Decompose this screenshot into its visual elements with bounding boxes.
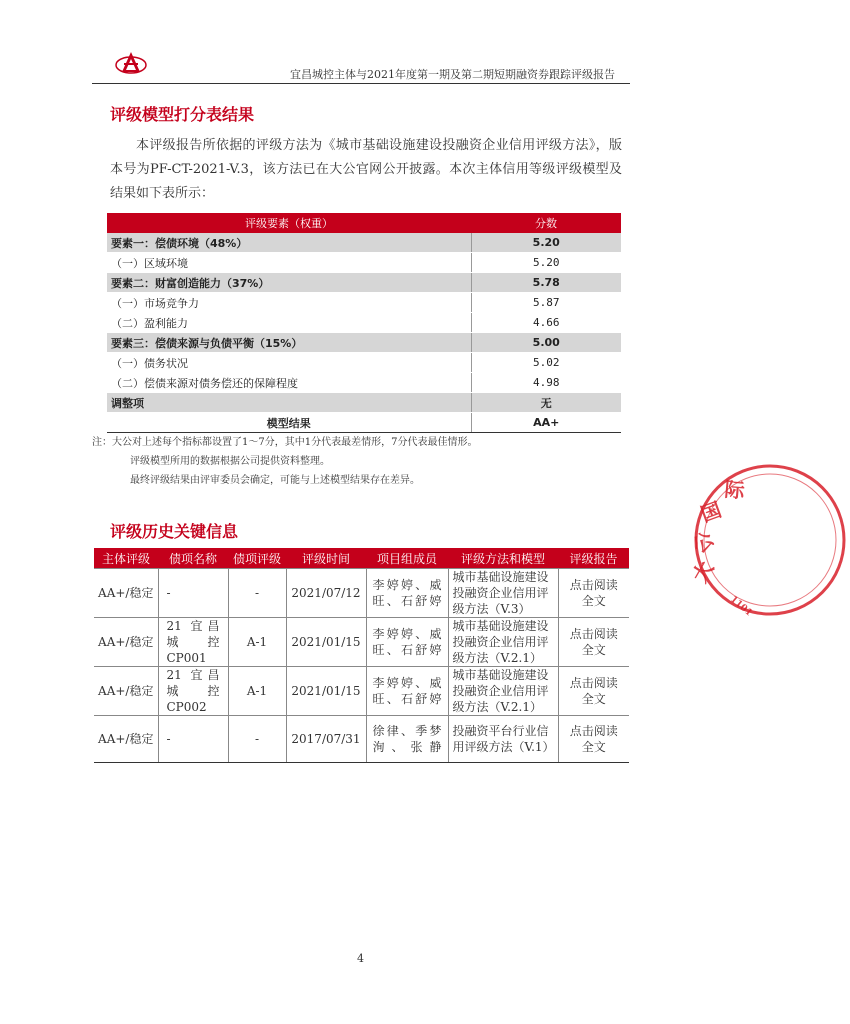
history-bond-rating: - bbox=[228, 716, 286, 763]
score-table bbox=[107, 213, 621, 433]
history-row bbox=[94, 618, 629, 667]
score-row bbox=[107, 413, 621, 433]
history-report-link[interactable]: 点击阅读全文 bbox=[558, 667, 629, 716]
section-title-model-score: 评级模型打分表结果 bbox=[110, 105, 255, 124]
score-value: 5.02 bbox=[471, 353, 621, 373]
score-value: 5.78 bbox=[471, 273, 621, 293]
score-factor-label: 模型结果 bbox=[107, 413, 471, 433]
history-report-link[interactable]: 点击阅读全文 bbox=[558, 716, 629, 763]
score-factor-label: （二）盈利能力 bbox=[107, 313, 471, 333]
history-entity-rating: AA+/稳定 bbox=[94, 618, 158, 667]
score-factor-label: 要素一：偿债环境（48%） bbox=[107, 233, 471, 253]
history-bond-rating: A-1 bbox=[228, 667, 286, 716]
svg-text:国: 国 bbox=[697, 497, 725, 527]
svg-text:公: 公 bbox=[687, 526, 719, 558]
score-factor-label: （一）区域环境 bbox=[107, 253, 471, 273]
history-bond-name: 21 宜昌城控CP001 bbox=[158, 618, 228, 667]
score-factor-label: （二）偿债来源对债务偿还的保障程度 bbox=[107, 373, 471, 393]
history-row bbox=[94, 569, 629, 618]
rating-history-table bbox=[94, 548, 629, 763]
history-entity-rating: AA+/稳定 bbox=[94, 569, 158, 618]
score-factor-label: （一）债务状况 bbox=[107, 353, 471, 373]
dagong-logo-icon bbox=[114, 50, 148, 76]
history-row bbox=[94, 667, 629, 716]
history-bond-name: - bbox=[158, 716, 228, 763]
intro-paragraph bbox=[110, 134, 622, 206]
header-divider bbox=[92, 83, 630, 84]
history-report-link[interactable]: 点击阅读全文 bbox=[558, 569, 629, 618]
history-rating-date: 2021/01/15 bbox=[286, 618, 366, 667]
score-value: 5.20 bbox=[471, 253, 621, 273]
section-title-rating-history: 评级历史关键信息 bbox=[110, 522, 239, 541]
svg-text:大: 大 bbox=[687, 557, 719, 587]
history-method: 投融资平台行业信用评级方法（V.1） bbox=[448, 716, 558, 763]
svg-text:1101: 1101 bbox=[728, 594, 754, 619]
history-header-report: 评级报告 bbox=[558, 548, 629, 569]
history-method: 城市基础设施建设投融资企业信用评级方法（V.2.1） bbox=[448, 667, 558, 716]
score-value: 4.66 bbox=[471, 313, 621, 333]
score-value: 5.20 bbox=[471, 233, 621, 253]
history-team-members: 李婷婷、威旺、石舒婷 bbox=[366, 569, 448, 618]
history-row bbox=[94, 716, 629, 763]
history-bond-rating: - bbox=[228, 569, 286, 618]
history-rating-date: 2021/01/15 bbox=[286, 667, 366, 716]
score-row bbox=[107, 253, 621, 273]
score-header-factor: 评级要素（权重） bbox=[107, 213, 471, 233]
history-team-members: 徐律、季梦洵、张静 bbox=[366, 716, 448, 763]
score-row bbox=[107, 273, 621, 293]
company-seal-icon bbox=[687, 460, 850, 620]
history-rating-date: 2021/07/12 bbox=[286, 569, 366, 618]
score-value: 4.98 bbox=[471, 373, 621, 393]
score-factor-label: 要素二：财富创造能力（37%） bbox=[107, 273, 471, 293]
history-team-members: 李婷婷、威旺、石舒婷 bbox=[366, 667, 448, 716]
svg-text:际: 际 bbox=[723, 477, 746, 503]
history-method: 城市基础设施建设投融资企业信用评级方法（V.2.1） bbox=[448, 618, 558, 667]
note-line: 最终评级结果由评审委员会确定，可能与上述模型结果存在差异。 bbox=[130, 475, 420, 486]
report-header-title: 宜昌城控主体与2021年度第一期及第二期短期融资券跟踪评级报告 bbox=[290, 68, 615, 81]
score-row bbox=[107, 353, 621, 373]
score-notes bbox=[92, 433, 477, 490]
note-line: 评级模型所用的数据根据公司提供资料整理。 bbox=[130, 456, 330, 467]
note-line: 注：大公对上述每个指标都设置了1～7分，其中1分代表最差情形，7分代表最佳情形。 bbox=[92, 437, 478, 448]
score-row bbox=[107, 293, 621, 313]
history-bond-rating: A-1 bbox=[228, 618, 286, 667]
history-header-bond: 债项名称 bbox=[158, 548, 228, 569]
history-header-bond-rating: 债项评级 bbox=[228, 548, 286, 569]
score-table-header bbox=[107, 213, 621, 233]
score-row bbox=[107, 313, 621, 333]
score-factor-label: （一）市场竞争力 bbox=[107, 293, 471, 313]
score-value: 5.87 bbox=[471, 293, 621, 313]
history-entity-rating: AA+/稳定 bbox=[94, 667, 158, 716]
history-method: 城市基础设施建设投融资企业信用评级方法（V.3） bbox=[448, 569, 558, 618]
history-entity-rating: AA+/稳定 bbox=[94, 716, 158, 763]
intro-text: 本评级报告所依据的评级方法为《城市基础设施建设投融资企业信用评级方法》，版本号为PF-CT-2021-V.3，该方法已在大公官网公开披露。本次主体信用等级评级模型及结果如下表所示： bbox=[110, 138, 622, 201]
score-row bbox=[107, 233, 621, 253]
page-number: 4 bbox=[357, 952, 364, 965]
history-bond-name: - bbox=[158, 569, 228, 618]
history-header-members: 项目组成员 bbox=[366, 548, 448, 569]
history-table-header bbox=[94, 548, 629, 569]
score-value: 无 bbox=[471, 393, 621, 413]
score-value: AA+ bbox=[471, 413, 621, 433]
score-row bbox=[107, 333, 621, 353]
history-header-method: 评级方法和模型 bbox=[448, 548, 558, 569]
history-header-entity: 主体评级 bbox=[94, 548, 158, 569]
score-header-score: 分数 bbox=[471, 213, 621, 233]
history-team-members: 李婷婷、威旺、石舒婷 bbox=[366, 618, 448, 667]
score-factor-label: 调整项 bbox=[107, 393, 471, 413]
score-row bbox=[107, 373, 621, 393]
history-bond-name: 21 宜昌城控CP002 bbox=[158, 667, 228, 716]
history-report-link[interactable]: 点击阅读全文 bbox=[558, 618, 629, 667]
history-rating-date: 2017/07/31 bbox=[286, 716, 366, 763]
score-row bbox=[107, 393, 621, 413]
history-header-date: 评级时间 bbox=[286, 548, 366, 569]
score-value: 5.00 bbox=[471, 333, 621, 353]
score-factor-label: 要素三：偿债来源与负债平衡（15%） bbox=[107, 333, 471, 353]
